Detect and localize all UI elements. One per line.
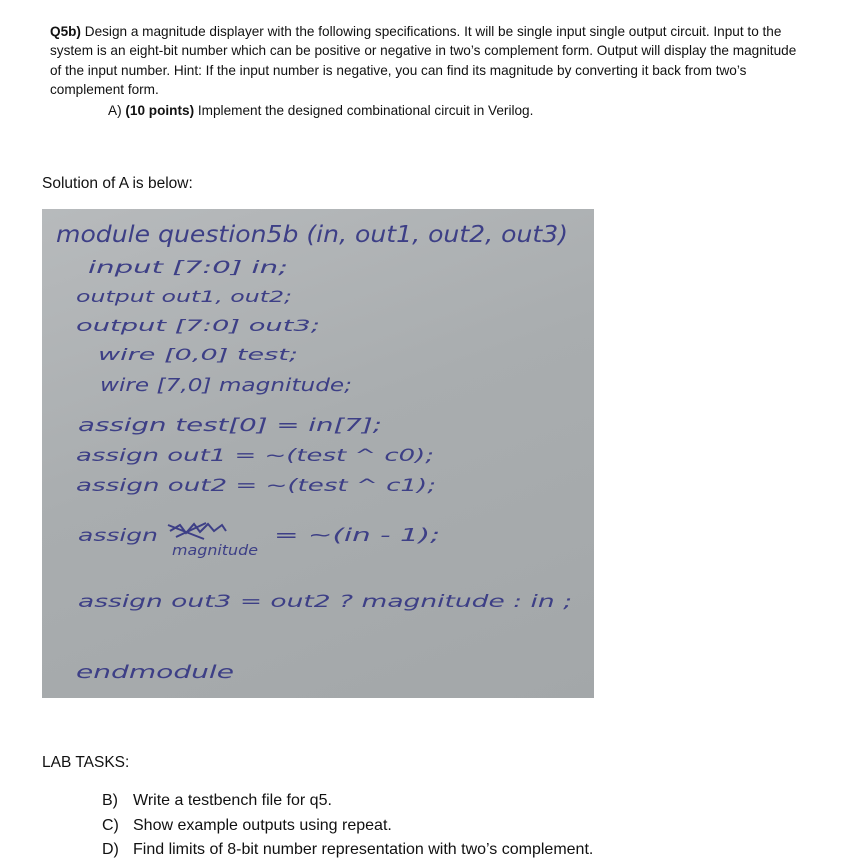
handwritten-code-svg <box>42 209 594 698</box>
code-line-1: module question5b (in, out1, out2, out3) <box>56 222 568 248</box>
code-line-8: assign out1 = ~(test ^ c0); <box>76 446 434 466</box>
part-a <box>108 101 533 120</box>
task-text: Show example outputs using repeat. <box>133 816 392 834</box>
task-text: Write a testbench file for q5. <box>133 792 332 809</box>
solution-label: Solution of A is below: <box>42 175 193 192</box>
code-line-5: wire [0,0] test; <box>98 345 298 364</box>
task-text: Find limits of 8-bit number representation with two’s complement. <box>133 841 594 858</box>
task-marker: B) <box>102 792 118 809</box>
part-a-text: Implement the designed combinational circuit in Verilog. <box>194 103 534 118</box>
code-line-9: assign out2 = ~(test ^ c1); <box>76 476 436 496</box>
code-line-2: input [7:0] in; <box>88 258 288 278</box>
code-line-10-end: = ~(in - 1); <box>274 525 440 546</box>
code-line-4: output [7:0] out3; <box>76 316 320 335</box>
code-line-10-start: assign <box>78 526 158 546</box>
lab-task-item <box>102 838 593 863</box>
lab-tasks-label: LAB TASKS: <box>42 754 130 771</box>
lab-task-item <box>102 789 593 814</box>
part-a-points: (10 points) <box>125 103 195 118</box>
question-text: Design a magnitude displayer with the following specifications. It will be single input single output circuit. Input to the system is an eight-bit number which can be positive or negative in two’s complement form. Output will display the magnitude of the input number. Hint: If the input number is negative, you can find its magnitude by converting it back from two’s complement form. <box>50 24 797 98</box>
code-line-11: assign out3 = out2 ? magnitude : in ; <box>78 592 572 612</box>
question-block <box>50 22 810 100</box>
question-paragraph <box>50 22 810 100</box>
scribble-mark <box>168 523 226 539</box>
code-line-10-note: magnitude <box>172 543 258 559</box>
handwritten-code-photo <box>42 209 594 698</box>
lab-task-item <box>102 814 593 839</box>
code-line-7: assign test[0] = in[7]; <box>78 415 382 436</box>
task-marker: C) <box>102 816 119 834</box>
code-line-3: output out1, out2; <box>76 287 292 306</box>
code-line-6: wire [7,0] magnitude; <box>100 375 352 396</box>
question-label: Q5b) <box>50 24 81 39</box>
code-line-12: endmodule <box>76 662 234 683</box>
part-a-prefix: A) <box>108 103 126 118</box>
task-marker: D) <box>102 841 119 858</box>
lab-task-list <box>102 789 593 863</box>
